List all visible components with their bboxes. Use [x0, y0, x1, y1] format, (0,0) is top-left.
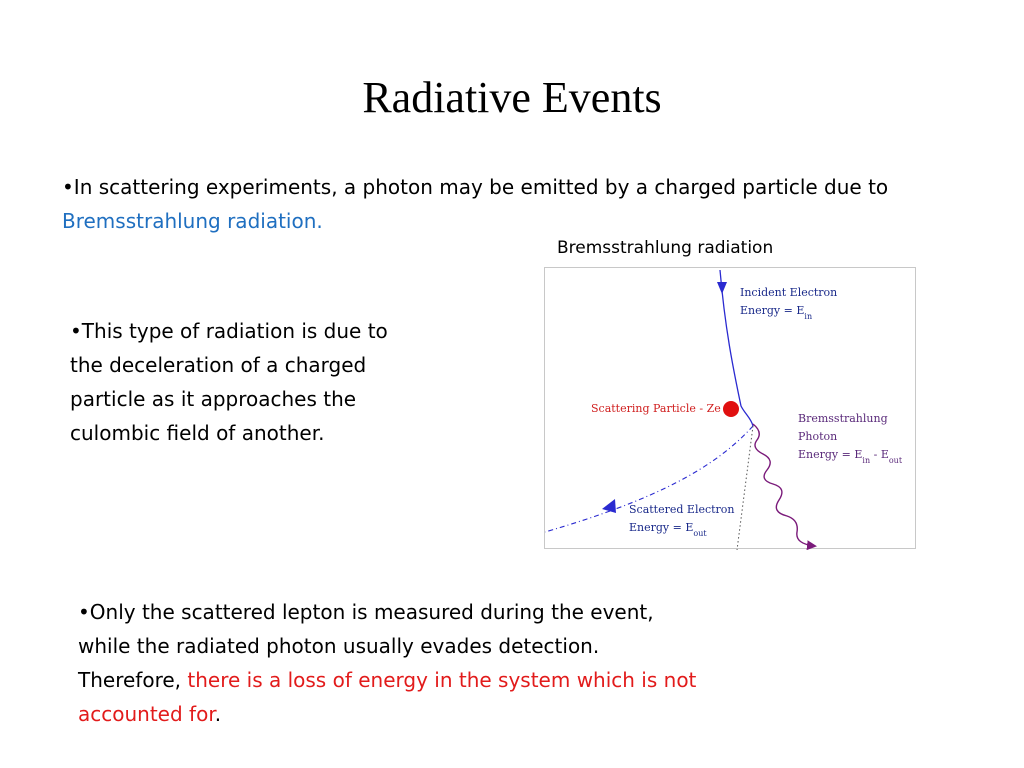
incident-label: Incident Electron: [740, 286, 838, 299]
bullet-end: .: [214, 702, 222, 726]
diagram-canvas: [545, 268, 917, 550]
bullet-scattering-photon: [62, 170, 982, 238]
photon-label-line2: Photon: [798, 430, 838, 443]
undeflected-path: [737, 426, 753, 550]
bullet-text: This type of radiation is due to the deceleration of a charged particle as it approaches the culombic field of another.: [70, 319, 388, 445]
bullet-marker: •: [70, 319, 82, 343]
figure-caption: Bremsstrahlung radiation: [557, 238, 774, 258]
bullet-text: Only the scattered lepton is measured during the event, while the radiated photon usually evades detection. Therefore,: [78, 600, 654, 692]
scattered-electron-path: [545, 426, 753, 532]
scattering-particle-icon: [723, 401, 739, 417]
photon-label-line1: Bremsstrahlung: [798, 412, 888, 425]
scattered-energy-label: Energy = $E_{out}$: [629, 521, 707, 538]
bullet-energy-loss: [78, 595, 698, 731]
bullet-marker: •: [62, 175, 74, 199]
scattering-particle-label: Scattering Particle - Ze: [591, 402, 721, 415]
bullet-marker: •: [78, 600, 90, 624]
bremsstrahlung-highlight: Bremsstrahlung radiation.: [62, 209, 323, 233]
bullet-text: In scattering experiments, a photon may be emitted by a charged particle due to: [73, 175, 889, 199]
incident-arrow-icon: [717, 282, 727, 294]
bullet-deceleration: [70, 314, 420, 450]
scattered-arrow-icon: [602, 499, 616, 513]
slide-title: Radiative Events: [362, 73, 662, 122]
bremsstrahlung-diagram: [544, 267, 916, 549]
incident-energy-label: Energy = $E_{in}$: [740, 304, 813, 321]
photon-energy-label: Energy = $E_{in} - E_{out}$: [798, 448, 903, 465]
scattered-label: Scattered Electron: [629, 503, 735, 516]
energy-loss-highlight: there is a loss of energy in the system which is not accounted for: [78, 668, 697, 726]
